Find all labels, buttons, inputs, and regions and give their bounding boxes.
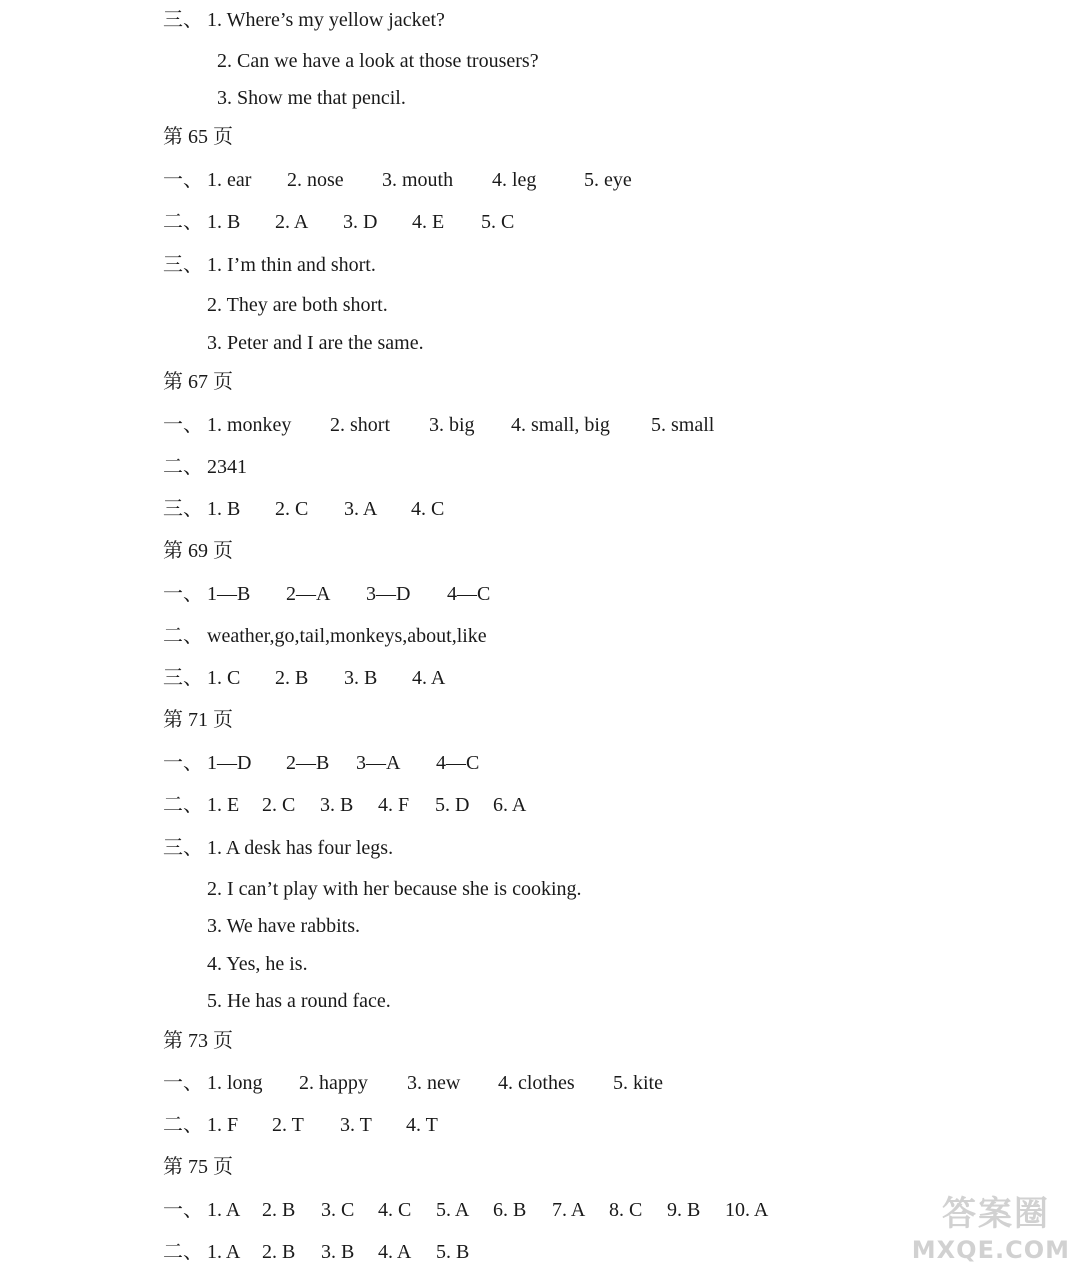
answer-item: 3. new bbox=[407, 1072, 461, 1094]
answer-item: 4. F bbox=[378, 794, 410, 816]
answer-item: 3. C bbox=[321, 1199, 355, 1221]
watermark-text-bottom: MXQE.COM bbox=[911, 1236, 1070, 1264]
answer-item: 5. B bbox=[436, 1241, 470, 1263]
answer-item: 2. nose bbox=[287, 169, 344, 191]
answer-item: 1. Where’s my yellow jacket? bbox=[207, 9, 445, 31]
answer-item: 1. C bbox=[207, 667, 241, 689]
section-marker: 二、 bbox=[163, 625, 203, 647]
page-heading-text: 第 71 页 bbox=[163, 709, 233, 731]
answer-item: 4. C bbox=[378, 1199, 412, 1221]
section-marker: 二、 bbox=[163, 1241, 203, 1263]
answer-item: 6. B bbox=[493, 1199, 527, 1221]
answer-item: 10. A bbox=[725, 1199, 769, 1221]
answer-item: 2. B bbox=[262, 1199, 296, 1221]
answer-item: 4—C bbox=[436, 752, 480, 774]
answer-item: 1. ear bbox=[207, 169, 252, 191]
answer-item: 2—B bbox=[286, 752, 330, 774]
answer-item: 1. F bbox=[207, 1114, 239, 1136]
answer-item: 2. B bbox=[262, 1241, 296, 1263]
answer-item: 3. A bbox=[344, 498, 378, 520]
answer-item: 1—D bbox=[207, 752, 252, 774]
answer-item: 1. I’m thin and short. bbox=[207, 254, 376, 276]
section-marker: 一、 bbox=[163, 414, 203, 436]
answer-item: 5. D bbox=[435, 794, 470, 816]
answer-item: 2. They are both short. bbox=[207, 294, 388, 316]
answer-item: 1. A bbox=[207, 1241, 241, 1263]
section-marker: 三、 bbox=[163, 254, 203, 276]
watermark-text-top: 答案圈 bbox=[942, 1194, 1050, 1234]
answer-item: 1. A desk has four legs. bbox=[207, 837, 394, 859]
answer-item: 3. We have rabbits. bbox=[207, 915, 360, 937]
answer-item: 4—C bbox=[447, 583, 491, 605]
answer-item: 4. leg bbox=[492, 169, 537, 191]
section-marker: 一、 bbox=[163, 169, 203, 191]
answer-item: 2. A bbox=[275, 211, 309, 233]
answer-item: 2. T bbox=[272, 1114, 304, 1136]
answer-item: 7. A bbox=[552, 1199, 586, 1221]
answer-item: 4. clothes bbox=[498, 1072, 575, 1094]
watermark-logo bbox=[895, 1186, 1070, 1266]
section-marker: 二、 bbox=[163, 1114, 203, 1136]
answer-item: 2. C bbox=[262, 794, 296, 816]
section-marker: 二、 bbox=[163, 211, 203, 233]
answer-item: 1. B bbox=[207, 211, 241, 233]
answer-item: 2. C bbox=[275, 498, 309, 520]
answer-item: 3. big bbox=[429, 414, 475, 436]
section-marker: 二、 bbox=[163, 456, 203, 478]
section-marker: 三、 bbox=[163, 837, 203, 859]
answer-item: 5. kite bbox=[613, 1072, 663, 1094]
answer-item: 3. Show me that pencil. bbox=[217, 87, 406, 109]
answer-item: 1. A bbox=[207, 1199, 241, 1221]
answer-item: 1. monkey bbox=[207, 414, 292, 436]
answer-item: 5. eye bbox=[584, 169, 632, 191]
answer-item: 9. B bbox=[667, 1199, 701, 1221]
answer-item: 3. T bbox=[340, 1114, 372, 1136]
answer-item: 2—A bbox=[286, 583, 331, 605]
section-marker: 三、 bbox=[163, 9, 203, 31]
page-heading-text: 第 73 页 bbox=[163, 1030, 233, 1052]
answer-item: 5. He has a round face. bbox=[207, 990, 391, 1012]
answer-item: 4. T bbox=[406, 1114, 438, 1136]
section-marker: 一、 bbox=[163, 1072, 203, 1094]
section-marker: 三、 bbox=[163, 498, 203, 520]
answer-item: 8. C bbox=[609, 1199, 643, 1221]
answer-item: 2. happy bbox=[299, 1072, 368, 1094]
answer-item: 1. long bbox=[207, 1072, 263, 1094]
answer-item: 6. A bbox=[493, 794, 527, 816]
answer-item: 3. Peter and I are the same. bbox=[207, 332, 424, 354]
section-marker: 一、 bbox=[163, 1199, 203, 1221]
section-marker: 一、 bbox=[163, 752, 203, 774]
answer-item: weather,go,tail,monkeys,about,like bbox=[207, 625, 487, 647]
page-heading-text: 第 65 页 bbox=[163, 126, 233, 148]
page-heading-text: 第 69 页 bbox=[163, 540, 233, 562]
answer-item: 3—D bbox=[366, 583, 411, 605]
answer-item: 5. C bbox=[481, 211, 515, 233]
answer-item: 1. B bbox=[207, 498, 241, 520]
answer-item: 2. B bbox=[275, 667, 309, 689]
answer-item: 3—A bbox=[356, 752, 401, 774]
answer-item: 4. small, big bbox=[511, 414, 610, 436]
page-heading-text: 第 67 页 bbox=[163, 371, 233, 393]
section-marker: 二、 bbox=[163, 794, 203, 816]
answer-item: 4. Yes, he is. bbox=[207, 953, 308, 975]
answer-item: 5. A bbox=[436, 1199, 470, 1221]
answer-item: 3. B bbox=[344, 667, 378, 689]
answer-item: 5. small bbox=[651, 414, 715, 436]
answer-item: 3. B bbox=[320, 794, 354, 816]
answer-item: 4. E bbox=[412, 211, 445, 233]
answer-item: 4. C bbox=[411, 498, 445, 520]
page-heading-text: 第 75 页 bbox=[163, 1156, 233, 1178]
answer-item: 2. short bbox=[330, 414, 390, 436]
answer-item: 1—B bbox=[207, 583, 251, 605]
answer-item: 2. Can we have a look at those trousers? bbox=[217, 50, 539, 72]
answer-item: 2341 bbox=[207, 456, 247, 478]
answer-item: 4. A bbox=[378, 1241, 412, 1263]
answer-item: 4. A bbox=[412, 667, 446, 689]
answer-item: 3. mouth bbox=[382, 169, 454, 191]
section-marker: 三、 bbox=[163, 667, 203, 689]
answer-item: 3. B bbox=[321, 1241, 355, 1263]
section-marker: 一、 bbox=[163, 583, 203, 605]
answer-item: 2. I can’t play with her because she is cooking. bbox=[207, 878, 582, 900]
answer-item: 3. D bbox=[343, 211, 378, 233]
answer-item: 1. E bbox=[207, 794, 240, 816]
